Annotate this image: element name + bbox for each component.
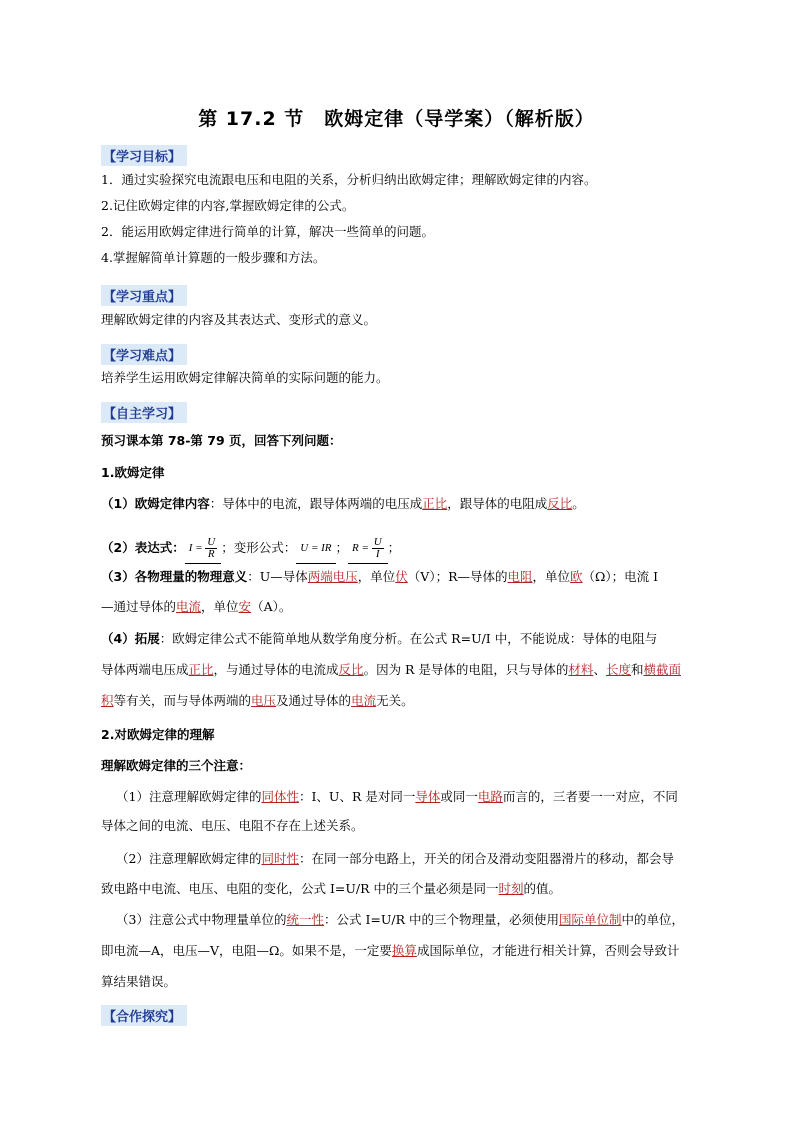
difficulty-text: 培养学生运用欧姆定律解决简单的实际问题的能力。 — [101, 370, 389, 385]
answer: 同时性 — [261, 851, 299, 866]
formula-blank — [348, 533, 388, 564]
note-1-cont: 导体之间的电流、电压、电阻不存在上述关系。 — [101, 818, 364, 833]
answer: 统一性 — [286, 912, 324, 927]
section-2-subheading: 理解欧姆定律的三个注意： — [101, 758, 252, 773]
page-title: 第 17.2 节 欧姆定律（导学案）（解析版） — [198, 108, 595, 130]
text: 等有关，而与导体两端的 — [113, 693, 252, 708]
answer: 正比 — [422, 496, 448, 511]
text: 的值。 — [523, 881, 562, 896]
ohm-law-expression — [101, 533, 400, 564]
text: （2）注意理解欧姆定律的 — [116, 851, 262, 866]
text: ，单位 — [201, 599, 239, 614]
text: ； — [335, 540, 349, 555]
answer: 反比 — [547, 496, 573, 511]
label: （3）各物理量的物理意义 — [101, 569, 248, 584]
text: 无关。 — [376, 693, 414, 708]
text: 。 — [572, 496, 585, 511]
text: ：欧姆定律公式不能简单地从数学角度分析。在公式 R=U/I 中，不能说成：导体的电阻与 — [159, 631, 658, 646]
answer: 同体性 — [261, 789, 299, 804]
extension-cont — [101, 661, 681, 679]
label: （4）拓展 — [101, 631, 160, 646]
answer: 国际单位制 — [559, 912, 622, 927]
section-1-heading: 1.欧姆定律 — [101, 465, 165, 480]
text: （A）。 — [251, 599, 292, 614]
note-2 — [116, 850, 674, 868]
answer: 两端电压 — [307, 569, 358, 584]
text: ：在同一部分电路上，开关的闭合及滑动变阻器滑片的移动，都会导 — [298, 851, 674, 866]
answer: 电阻 — [507, 569, 533, 584]
text: 。因为 R 是导体的电阻，只与导体的 — [363, 662, 569, 677]
note-1 — [116, 788, 678, 806]
text: 和 — [630, 662, 644, 677]
note-3-cont — [101, 942, 679, 960]
answer: 安 — [238, 599, 252, 614]
denominator: I — [375, 547, 380, 560]
text: （1）注意理解欧姆定律的 — [116, 789, 262, 804]
answer: 导体 — [415, 789, 441, 804]
text: —通过导体的 — [101, 599, 177, 614]
answer: 长度 — [605, 662, 631, 677]
numerator: U — [373, 535, 382, 548]
fraction — [205, 537, 217, 560]
heading-self-study: 【自主学习】 — [101, 402, 187, 423]
goal-item: 1．通过实验探究电流跟电压和电阻的关系，分析归纳出欧姆定律；理解欧姆定律的内容。 — [101, 172, 597, 187]
text: 即电流—A，电压—V，电阻—Ω。如果不是，一定要 — [101, 943, 392, 958]
text: 导体两端电压成 — [101, 662, 189, 677]
goal-item: 4.掌握解简单计算题的一般步骤和方法。 — [101, 250, 326, 265]
formula-lhs: I = — [188, 542, 203, 554]
answer: 积 — [101, 693, 114, 708]
text: ，与通过导体的电流成 — [213, 662, 339, 677]
text: 而言的，三者要一一对应，不同 — [502, 789, 678, 804]
heading-focus: 【学习重点】 — [101, 285, 187, 306]
answer: 伏 — [395, 569, 408, 584]
focus-text: 理解欧姆定律的内容及其表达式、变形式的意义。 — [101, 312, 377, 327]
extension-cont — [101, 692, 414, 710]
quantity-meaning-cont — [101, 598, 291, 616]
text: ，跟导体的电阻成 — [447, 496, 548, 511]
fraction — [372, 537, 384, 560]
label: （2）表达式： — [101, 540, 185, 555]
text: 致电路中电流、电压、电阻的变化，公式 I=U/R 中的三个量必须是同一 — [101, 881, 499, 896]
answer: 反比 — [338, 662, 364, 677]
answer: 材料 — [568, 662, 594, 677]
heading-difficulty: 【学习难点】 — [101, 344, 187, 365]
answer: 横截面 — [643, 662, 681, 677]
section-2-heading: 2.对欧姆定律的理解 — [101, 727, 215, 742]
heading-goals: 【学习目标】 — [101, 145, 187, 166]
text: ：I、U、R 是对同一 — [298, 789, 416, 804]
formula-blank: U = IR — [296, 533, 335, 564]
answer: 正比 — [188, 662, 214, 677]
text: ，单位 — [357, 569, 396, 584]
text: ：导体中的电流，跟导体两端的电压成 — [209, 496, 423, 511]
text: ； — [387, 540, 401, 555]
text: 或同一 — [440, 789, 478, 804]
quantity-meaning — [101, 568, 658, 586]
text: ：公式 I=U/R 中的三个物理量，必须使用 — [323, 912, 560, 927]
numerator: U — [207, 535, 216, 548]
note-3-cont: 算结果错误。 — [101, 974, 177, 989]
extension — [101, 630, 657, 648]
text: 、 — [593, 662, 606, 677]
text: 中的单位， — [621, 912, 685, 927]
formula-blank — [185, 533, 222, 564]
text: ：U—导体 — [247, 569, 308, 584]
answer: 电流 — [176, 599, 202, 614]
ohm-law-content — [101, 495, 585, 513]
goal-item: 2．能运用欧姆定律进行简单的计算，解决一些简单的问题。 — [101, 224, 434, 239]
answer: 电路 — [477, 789, 503, 804]
text: （Ω）；电流 I — [582, 569, 659, 584]
note-2-cont — [101, 880, 561, 898]
text: （3）注意公式中物理量单位的 — [116, 912, 287, 927]
goal-item: 2.记住欧姆定律的内容,掌握欧姆定律的公式。 — [101, 198, 355, 213]
text: 及通过导体的 — [276, 693, 352, 708]
label: （1）欧姆定律内容 — [101, 496, 210, 511]
denominator: R — [207, 547, 215, 560]
preview-instruction: 预习课本第 78-第 79 页，回答下列问题： — [101, 433, 342, 448]
text: ；变形公式： — [221, 540, 297, 555]
text: ，单位 — [532, 569, 571, 584]
text: （V）；R—导体的 — [407, 569, 508, 584]
formula-lhs: R = — [352, 542, 369, 554]
answer: 时刻 — [498, 881, 524, 896]
text: 成国际单位，才能进行相关计算，否则会导致计 — [416, 943, 680, 958]
answer: 换算 — [391, 943, 417, 958]
heading-coop: 【合作探究】 — [101, 1005, 187, 1026]
note-3 — [116, 911, 684, 929]
answer: 电流 — [351, 693, 377, 708]
answer: 电压 — [251, 693, 277, 708]
answer: 欧 — [570, 569, 583, 584]
